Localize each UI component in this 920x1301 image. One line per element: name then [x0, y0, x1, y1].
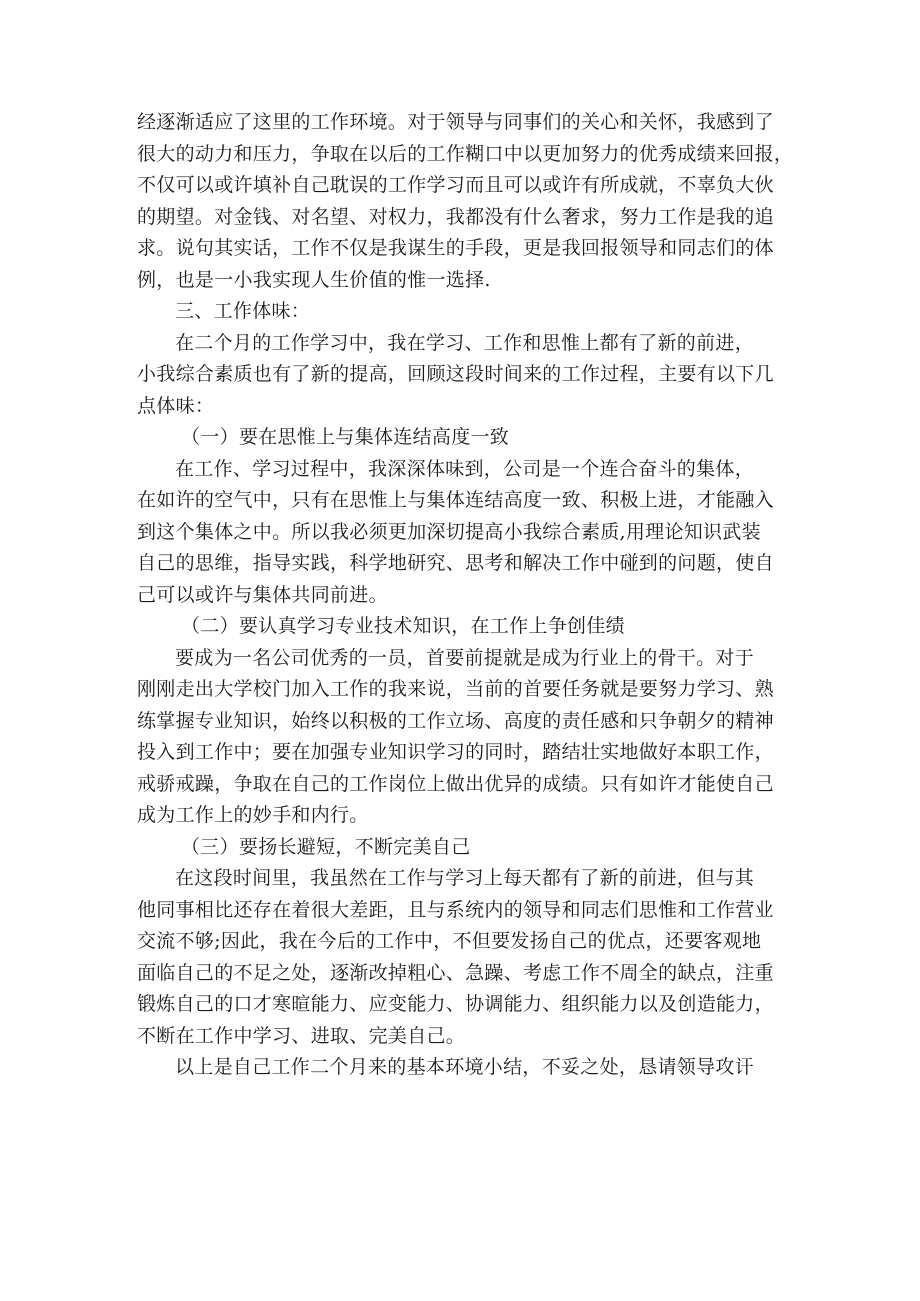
text-line: 成为工作上的妙手和内行。 — [137, 804, 369, 826]
text-line: 在如许的空气中，只有在思惟上与集体连结高度一致、积极上进，才能融入 — [137, 489, 774, 511]
subsection-heading: （一）要在思惟上与集体连结高度一致 — [181, 426, 510, 448]
text-line: 点体味： — [137, 394, 215, 417]
text-line: 在这段时间里，我虽然在工作与学习上每天都有了新的前进，但与其 — [175, 867, 755, 889]
document-body — [137, 107, 797, 1084]
text-line: 求。说句其实话，工作不仅是我谋生的手段，更是我回报领导和同志们的体 — [137, 237, 774, 259]
text-line: 经逐渐适应了这里的工作环境。对于领导与同事们的关心和关怀，我感到了 — [137, 111, 774, 133]
text-line: 的期望。对金钱、对名望、对权力，我都没有什么奢求，努力工作是我的追 — [137, 205, 774, 228]
text-line: 在二个月的工作学习中，我在学习、工作和思惟上都有了新的前进， — [175, 331, 755, 354]
text-line: 到这个集体之中。所以我必须更加深切提高小我综合素质,用理论知识武装 — [137, 520, 761, 543]
text-line: 练掌握专业知识，始终以积极的工作立场、高度的责任感和只争朝夕的精神 — [137, 709, 774, 732]
text-line: 以上是自己工作二个月来的基本环境小结，不妥之处，恳请领导攻讦 — [175, 1056, 755, 1078]
text-line: 小我综合素质也有了新的提高，回顾这段时间来的工作过程，主要有以下几 — [137, 363, 774, 385]
text-line: 锻炼自己的口才寒暄能力、应变能力、协调能力、组织能力以及创造能力， — [137, 993, 774, 1015]
section-heading: 三、工作体味： — [175, 300, 311, 322]
text-line: 面临自己的不足之处，逐渐改掉粗心、急躁、考虑工作不周全的缺点，注重 — [137, 961, 774, 984]
text-line: 交流不够;因此，我在今后的工作中，不但要发扬自己的优点，还要客观地 — [137, 930, 762, 952]
text-line: 投入到工作中；要在加强专业知识学习的同时，踏结壮实地做好本职工作， — [137, 741, 774, 763]
subsection-heading: （二）要认真学习专业技术知识，在工作上争创佳绩 — [181, 615, 625, 637]
text-line: 很大的动力和压力，争取在以后的工作糊口中以更加努力的优秀成绩来回报， — [137, 142, 794, 165]
text-line: 自己的思维，指导实践，科学地研究、思考和解决工作中碰到的问题，使自 — [137, 552, 774, 574]
text-line: 例，也是一小我实现人生价值的惟一选择. — [137, 268, 491, 291]
text-line: 他同事相比还存在着很大差距，且与系统内的领导和同志们思惟和工作营业 — [137, 898, 774, 921]
text-line: 己可以或许与集体共同前进。 — [137, 583, 388, 606]
text-line: 要成为一名公司优秀的一员，首要前提就是成为行业上的骨干。对于 — [175, 646, 755, 669]
text-line: 戒骄戒躁，争取在自己的工作岗位上做出优异的成绩。只有如许才能使自己 — [137, 772, 774, 795]
text-line: 在工作、学习过程中，我深深体味到，公司是一个连合奋斗的集体， — [175, 457, 755, 480]
subsection-heading: （三）要扬长避短，不断完美自己 — [181, 835, 471, 858]
text-line: 刚刚走出大学校门加入工作的我来说，当前的首要任务就是要努力学习、熟 — [137, 678, 774, 700]
text-line: 不仅可以或许填补自己耽误的工作学习而且可以或许有所成就，不辜负大伙 — [137, 174, 774, 196]
text-line: 不断在工作中学习、进取、完美自己。 — [137, 1024, 466, 1047]
